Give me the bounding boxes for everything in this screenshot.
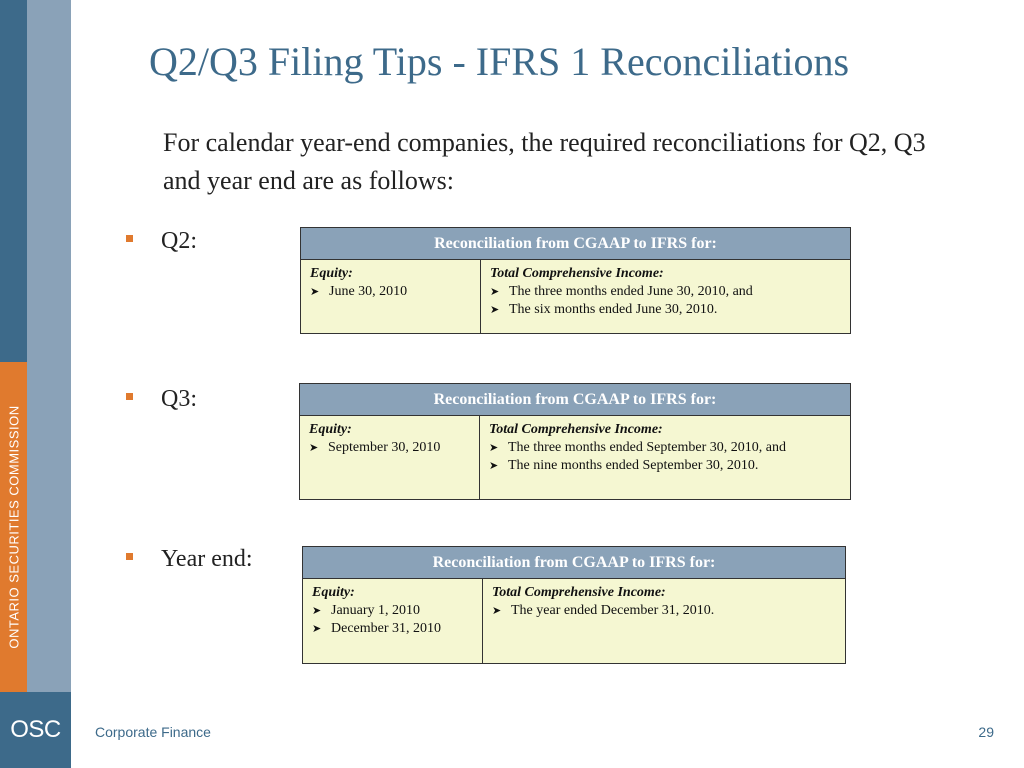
- sidebar-band-dark: [0, 0, 27, 362]
- arrow-bullet-icon: ➤: [492, 605, 502, 617]
- income-title: Total Comprehensive Income:: [490, 266, 664, 281]
- sidebar-band-light: [27, 0, 71, 692]
- arrow-bullet-icon: ➤: [490, 304, 500, 316]
- arrow-bullet-icon: ➤: [312, 623, 322, 635]
- income-item: ➤ The nine months ended September 30, 2010.: [489, 458, 759, 473]
- arrow-bullet-icon: ➤: [490, 286, 500, 298]
- equity-title: Equity:: [309, 422, 352, 437]
- bullet-year-end: [126, 546, 253, 573]
- equity-title: Equity:: [310, 266, 353, 281]
- income-item: ➤ The three months ended June 30, 2010, and: [490, 284, 753, 299]
- income-title: Total Comprehensive Income:: [489, 422, 663, 437]
- income-title: Total Comprehensive Income:: [492, 585, 666, 600]
- income-item: ➤ The three months ended September 30, 2010, and: [489, 440, 786, 455]
- recon-table-year-end: [302, 546, 846, 664]
- equity-item: ➤ June 30, 2010: [310, 284, 408, 299]
- arrow-bullet-icon: ➤: [312, 605, 322, 617]
- osc-logo: OSC: [0, 692, 71, 768]
- equity-item: ➤ December 31, 2010: [312, 621, 442, 636]
- income-column: [481, 260, 850, 333]
- bullet-label: Q3:: [161, 386, 197, 412]
- equity-column: [303, 579, 483, 663]
- income-item: ➤ The year ended December 31, 2010.: [492, 603, 715, 618]
- table-header: Reconciliation from CGAAP to IFRS for:: [303, 547, 845, 579]
- equity-item: ➤ September 30, 2010: [309, 440, 441, 455]
- arrow-bullet-icon: ➤: [489, 460, 499, 472]
- table-header: Reconciliation from CGAAP to IFRS for:: [301, 228, 850, 260]
- recon-table-q2: [300, 227, 851, 334]
- bullet-marker-icon: [126, 235, 133, 242]
- bullet-label: Q2:: [161, 228, 197, 254]
- equity-title: Equity:: [312, 585, 355, 600]
- vertical-org-name: ONTARIO SECURITIES COMMISSION: [6, 405, 22, 649]
- table-header: Reconciliation from CGAAP to IFRS for:: [300, 384, 850, 416]
- bullet-label: Year end:: [161, 546, 253, 572]
- equity-item: ➤ January 1, 2010: [312, 603, 421, 618]
- footer-department: Corporate Finance: [95, 724, 211, 740]
- income-column: [480, 416, 850, 499]
- slide-title: Q2/Q3 Filing Tips - IFRS 1 Reconciliations: [149, 39, 850, 84]
- recon-table-q3: [299, 383, 851, 500]
- bullet-q2: [126, 228, 197, 255]
- bullet-marker-icon: [126, 393, 133, 400]
- arrow-bullet-icon: ➤: [310, 286, 320, 298]
- page-number: 29: [978, 724, 994, 740]
- equity-column: [300, 416, 480, 499]
- income-item: ➤ The six months ended June 30, 2010.: [490, 302, 718, 317]
- arrow-bullet-icon: ➤: [489, 442, 499, 454]
- bullet-marker-icon: [126, 553, 133, 560]
- arrow-bullet-icon: ➤: [309, 442, 319, 454]
- bullet-q3: [126, 386, 197, 413]
- income-column: [483, 579, 845, 663]
- intro-text: For calendar year-end companies, the required reconciliations for Q2, Q3 and year end are as follows:: [163, 128, 926, 195]
- equity-column: [301, 260, 481, 333]
